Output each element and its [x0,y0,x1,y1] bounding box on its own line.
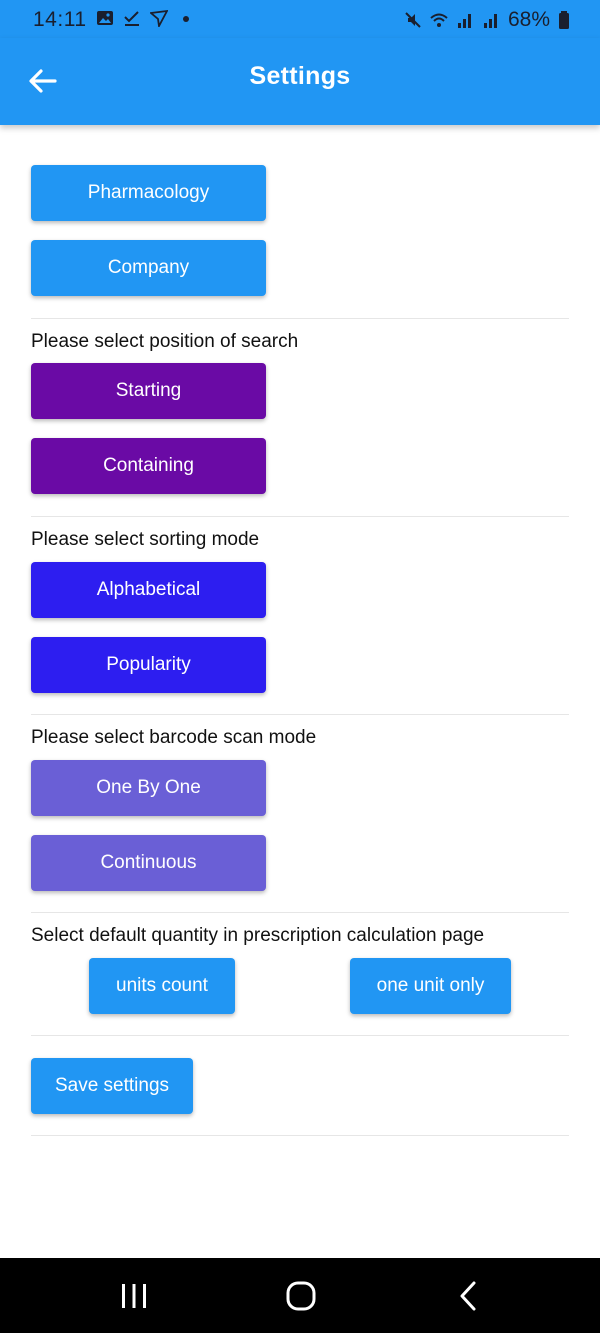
divider [31,912,569,913]
save-settings-button[interactable]: Save settings [31,1058,193,1114]
app-bar [0,38,600,125]
starting-button[interactable]: Starting [31,363,266,419]
alphabetical-button[interactable]: Alphabetical [31,562,266,618]
divider [31,516,569,517]
search-position-label: Please select position of search [31,331,299,352]
wifi-icon [430,11,448,29]
sorting-mode-label: Please select sorting mode [31,529,260,550]
company-button[interactable]: Company [31,240,266,296]
check-icon [123,9,141,27]
battery-percent: 68% [507,8,550,31]
status-left-icons [96,9,195,27]
home-icon[interactable] [283,1278,319,1314]
divider [31,714,569,715]
divider [31,1035,569,1036]
recent-apps-icon[interactable] [116,1278,152,1314]
one-by-one-button[interactable]: One By One [31,760,266,816]
system-nav-bar [0,1258,600,1333]
mute-icon [404,11,422,29]
dot-icon [177,9,195,27]
signal-icon [456,11,474,29]
send-icon [150,9,168,27]
status-bar [0,0,600,38]
one-unit-only-button[interactable]: one unit only [350,958,511,1014]
units-count-button[interactable]: units count [89,958,235,1014]
status-right-icons [404,8,570,32]
signal-icon [482,11,500,29]
divider [31,1135,569,1136]
continuous-button[interactable]: Continuous [31,835,266,891]
barcode-mode-label: Please select barcode scan mode [31,727,317,748]
battery-icon [558,11,570,29]
status-time: 14:11 [33,8,87,31]
divider [31,318,569,319]
pharmacology-button[interactable]: Pharmacology [31,165,266,221]
image-icon [96,9,114,27]
back-icon[interactable] [450,1278,486,1314]
containing-button[interactable]: Containing [31,438,266,494]
default-quantity-label: Select default quantity in prescription calculation page [31,925,485,946]
page-title: Settings [249,62,351,90]
popularity-button[interactable]: Popularity [31,637,266,693]
